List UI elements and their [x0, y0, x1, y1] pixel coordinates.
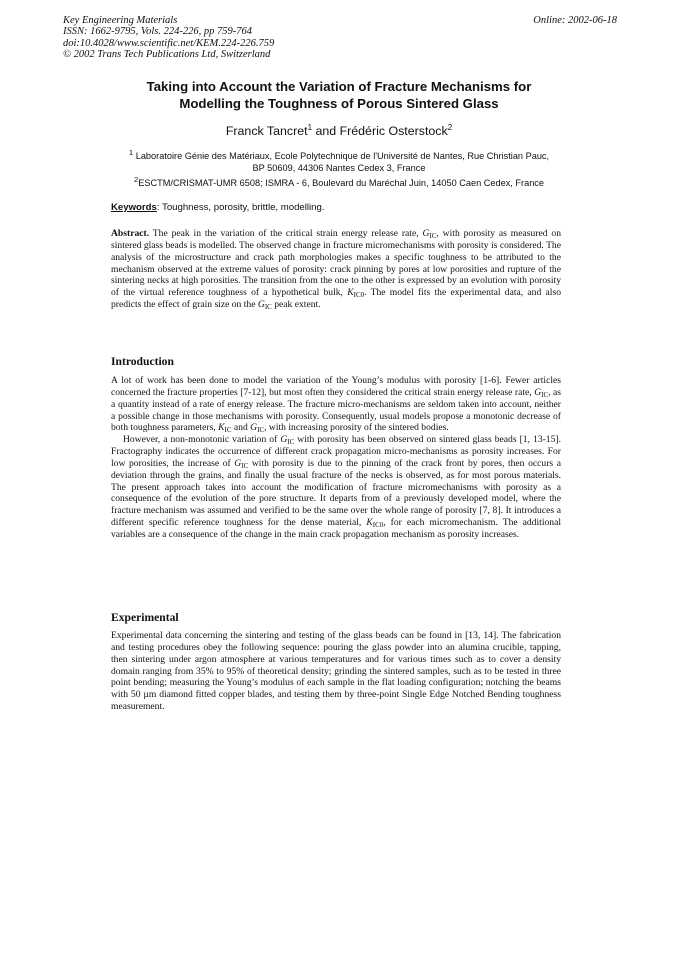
copyright-line: © 2002 Trans Tech Publications Ltd, Switzerland	[63, 49, 271, 61]
affiliation-2	[70, 174, 608, 190]
affiliation-1-line-2: BP 50609, 44306 Nantes Cedex 3, France	[252, 162, 426, 173]
title-line-2: Modelling the Toughness of Porous Sintered Glass	[179, 95, 499, 111]
subscript-ic: IC	[287, 438, 295, 447]
keywords-text: : Toughness, porosity, brittle, modelling.	[156, 202, 325, 213]
author-1-affil-mark: 1	[307, 123, 313, 132]
doi-line[interactable]: doi:10.4028/www.scientific.net/KEM.224-226.759	[63, 37, 275, 49]
affiliation-2-mark: 2	[133, 175, 139, 184]
subscript-ic: IC	[429, 232, 437, 240]
subscript-ic: IC	[541, 390, 549, 399]
paper-title	[90, 79, 588, 112]
abstract: Abstract. The peak in the variation of the critical strain energy release rate, $G_{IC}$, with porosity as measured on sintered glass beads is modelled. The observed change in fracture micromechanisms with porosity is considered. The analysis of the microstructure and crack path morphologies makes a specific toughness to be attributed to the mechanism observed at the extreme values of porosity: crack pinning by pores at low porosities and rupture of the sintering necks at high porosities. The transition from the one to the other is expressed by an evolution with porosity of the virtual reference toughness of a hypothetical bulk, $K_{IC0}$. The model fits the experimental data, and also predicts the effect of grain size on the $G_{IC}$ peak extent.	[111, 228, 561, 312]
subscript-ic: IC	[257, 426, 265, 435]
journal-header	[63, 15, 274, 61]
affiliation-1	[105, 147, 573, 175]
journal-name: Key Engineering Materials	[63, 15, 178, 26]
affiliation-1-line-1: Laboratoire Génie des Matériaux, Ecole Polytechnique de l'Université de Nantes, Rue Christian Pauc,	[133, 151, 550, 162]
introduction-body	[111, 375, 561, 541]
author-1: Franck Tancret	[225, 124, 308, 138]
subscript-ic0: IC0	[372, 521, 384, 530]
symbol-g: G	[534, 386, 542, 398]
section-heading-experimental: Experimental	[111, 611, 179, 624]
author-2: Frédéric Osterstock	[339, 124, 448, 138]
experimental-paragraph-1: Experimental data concerning the sintering and testing of the glass beads can be found in [13, 14]. The fabrication and testing procedures obey the following sequence: pouring the glass powder into an alumina crucible, tapping, then sintering under argon atmosphere at various temperatures and for various times such as to cover a density domain ranging from 35% to 95% of theoretical density; grinding the sintered samples, such as to be tested in three point bending; measuring the Young’s modulus of each sample in the flat loading configuration; notching the beams with 50 µm diamond fitted copper blades, and testing them by three-point Single Edge Notched Bending toughness measurement.	[111, 630, 561, 713]
subscript-ic: IC	[241, 461, 249, 470]
introduction-paragraph-2: However, a non-monotonic variation of $G_{IC}$ with porosity has been observed on sintered glass beads [1, 13-15]. Fractography indicates the occurrence of different crack propagation micro-mechanisms as porosity increases. For low porosities, the increase of $G_{IC}$ with porosity is due to the pinning of the crack front by pores, then occurs a deviation through the grains, and finally the usual fracture of the necks is observed, as for most porous materials. The present approach takes into account the modification of fracture micromechanisms with porosity as a consequence of the evolution of the pore structure. It departs from of a previously developed model, where the fracture mechanism was assumed and verified to be the same over the whole range of porosity [7, 8]. It introduces a different specific reference toughness for the dense material, $K_{IC0}$, for each micromechanism. The additional variables are a consequence of the change in the main crack propagation mechanism as porosity increases.	[111, 434, 561, 540]
symbol-g: G	[234, 457, 242, 469]
symbol-g: G	[280, 434, 288, 446]
online-date: Online: 2002-06-18	[533, 15, 617, 26]
introduction-paragraph-1: A lot of work has been done to model the variation of the Young’s modulus with porosity [1-6]. Fewer articles concerned the fracture properties [7-12], but most often they considered the critical strain energy release rate, $G_{IC}$, as a quantity instead of a rate of energy release. The fracture micro-mechanisms are seldom taken into account, neither a possible change in those mechanisms with porosity. Consequently, usual models propose a monotonic decrease of both toughness parameters, $K_{IC}$ and $G_{IC}$, with increasing porosity of the sintered bodies.	[111, 375, 562, 435]
symbol-k: K	[366, 517, 373, 529]
issn-line: ISSN: 1662-9795, Vols. 224-226, pp 759-764	[63, 26, 252, 38]
title-line-1: Taking into Account the Variation of Fracture Mechanisms for	[146, 79, 532, 94]
symbol-g: G	[422, 228, 430, 239]
symbol-g: G	[257, 299, 265, 311]
subscript-ic0: IC0	[353, 291, 365, 300]
symbol-k: K	[218, 422, 225, 434]
author-conjunction: and	[312, 124, 340, 138]
subscript-ic: IC	[224, 426, 232, 435]
author-list	[90, 124, 588, 138]
keywords	[111, 202, 324, 214]
abstract-label: Abstract.	[111, 228, 150, 239]
affiliation-1-mark: 1	[128, 148, 134, 157]
keywords-label: Keywords	[111, 202, 157, 213]
subscript-ic: IC	[264, 303, 272, 312]
section-heading-introduction: Introduction	[111, 355, 174, 368]
author-2-affil-mark: 2	[447, 123, 453, 132]
symbol-g: G	[250, 422, 258, 434]
affiliation-2-text: ESCTM/CRISMAT-UMR 6508; ISMRA - 6, Boulevard du Maréchal Juin, 14050 Caen Cedex, France	[138, 178, 545, 189]
symbol-k: K	[347, 287, 354, 299]
